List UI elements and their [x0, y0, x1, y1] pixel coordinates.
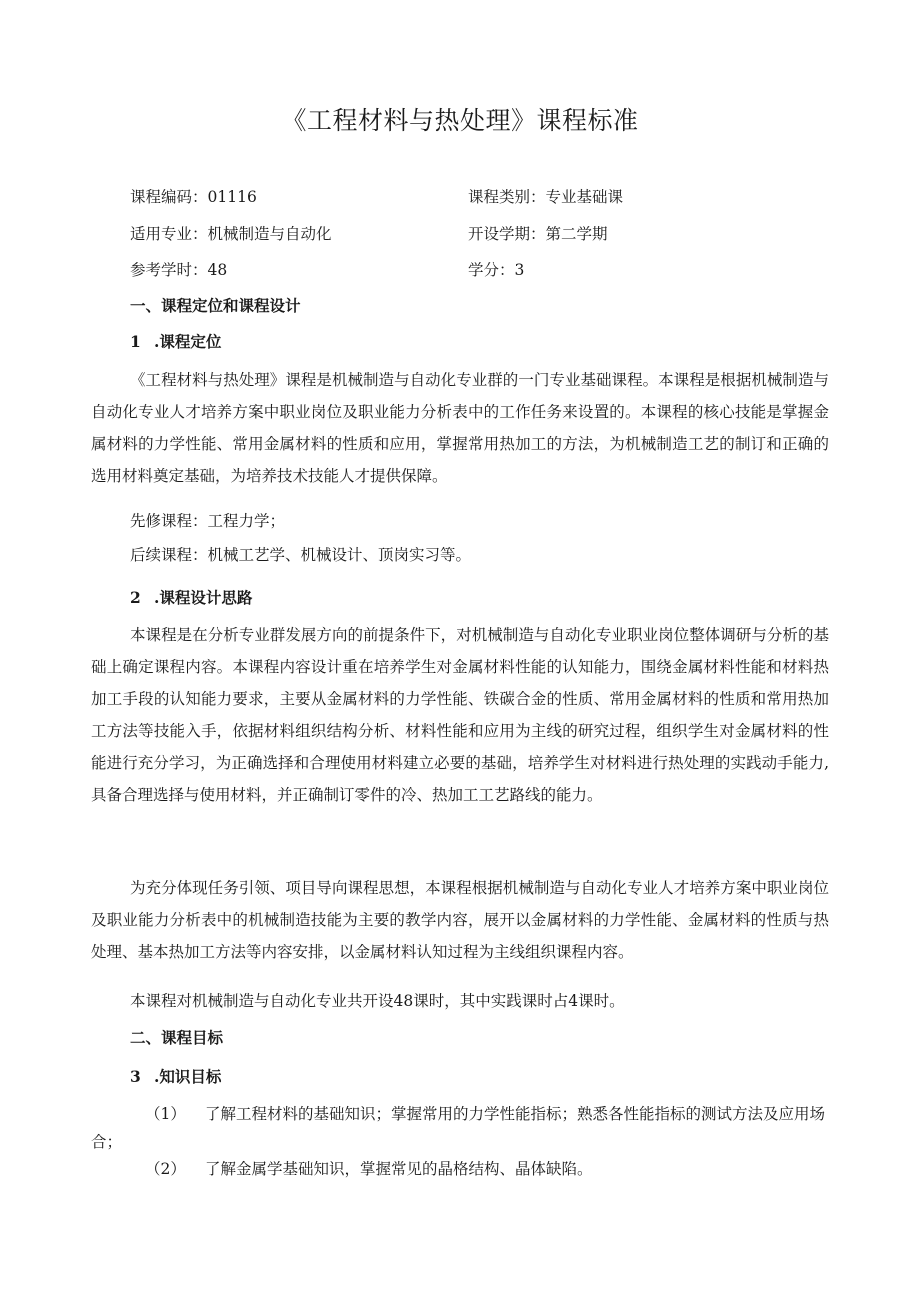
meta-row-1: [130, 184, 810, 210]
subsection-number: 3: [130, 1067, 141, 1086]
subsection-number: 2: [130, 588, 141, 607]
course-code: 课程编码：01116: [130, 188, 257, 206]
subsection-title: .课程设计思路: [154, 588, 253, 607]
meta-row-3: [130, 257, 810, 283]
item-number: （2）: [145, 1160, 186, 1178]
followup-courses: 后续课程：机械工艺学、机械设计、顶岗实习等。: [130, 546, 472, 564]
subsection-heading-3: [130, 1064, 221, 1090]
applicable-major: 适用专业：机械制造与自动化: [130, 225, 332, 243]
prerequisite-courses: 先修课程：工程力学；: [130, 512, 286, 530]
course-type: 课程类别：专业基础课: [468, 188, 624, 206]
knowledge-goal-item: [91, 1100, 829, 1156]
subsection-heading-1: [130, 329, 221, 355]
subsection-title: .课程定位: [154, 332, 222, 351]
subsection-title: .知识目标: [154, 1067, 222, 1086]
item-text: 了解金属学基础知识，掌握常见的晶格结构、晶体缺陷。: [205, 1160, 593, 1178]
section-heading-1: 一、课程定位和课程设计: [130, 296, 301, 315]
item-text: 了解工程材料的基础知识；掌握常用的力学性能指标；熟悉各性能指标的测试方法及应用场合；: [91, 1105, 826, 1151]
credits: 学分：3: [468, 261, 525, 279]
section-heading-2: 二、课程目标: [130, 1028, 224, 1047]
subsection-number: 1: [130, 332, 141, 351]
meta-row-2: [130, 221, 810, 247]
knowledge-goal-item: [91, 1155, 829, 1183]
reference-hours: 参考学时：48: [130, 261, 228, 279]
design-paragraph-1: 本课程是在分析专业群发展方向的前提条件下，对机械制造与自动化专业职业岗位整体调研与分析的基础上确定课程内容。本课程内容设计重在培养学生对金属材料性能的认知能力，围绕金属材料性能和材料热加工手段的认知能力要求，主要从金属材料的力学性能、铁碳合金的性质、常用金属材料的性质和常用热加工方法等技能入手，依据材料组织结构分析、材料性能和应用为主线的研究过程，组织学生对金属材料的性能进行充分学习，为正确选择和合理使用材料建立必要的基础，培养学生对材料进行热处理的实践动手能力,具备合理选择与使用材料，并正确制订零件的冷、热加工工艺路线的能力。: [91, 626, 829, 804]
item-number: （1）: [145, 1105, 186, 1123]
design-paragraph-2: 为充分体现任务引领、项目导向课程思想，本课程根据机械制造与自动化专业人才培养方案中职业岗位及职业能力分析表中的机械制造技能为主要的教学内容，展开以金属材料的力学性能、金属材料的性质与热处理、基本热加工方法等内容安排，以金属材料认知过程为主线组织课程内容。: [91, 879, 829, 961]
course-positioning-paragraph: 《工程材料与热处理》课程是机械制造与自动化专业群的一门专业基础课程。本课程是根据机械制造与自动化专业人才培养方案中职业岗位及职业能力分析表中的工作任务来设置的。本课程的核心技能是掌握金属材料的力学性能、常用金属材料的性质和应用，掌握常用热加工的方法，为机械制造工艺的制订和正确的选用材料奠定基础，为培养技术技能人才提供保障。: [91, 371, 829, 485]
document-title: 《工程材料与热处理》课程标准: [281, 106, 639, 135]
subsection-heading-2: [130, 585, 252, 611]
design-paragraph-3: 本课程对机械制造与自动化专业共开设48课时，其中实践课时占4课时。: [130, 992, 625, 1010]
semester: 开设学期：第二学期: [468, 225, 608, 243]
